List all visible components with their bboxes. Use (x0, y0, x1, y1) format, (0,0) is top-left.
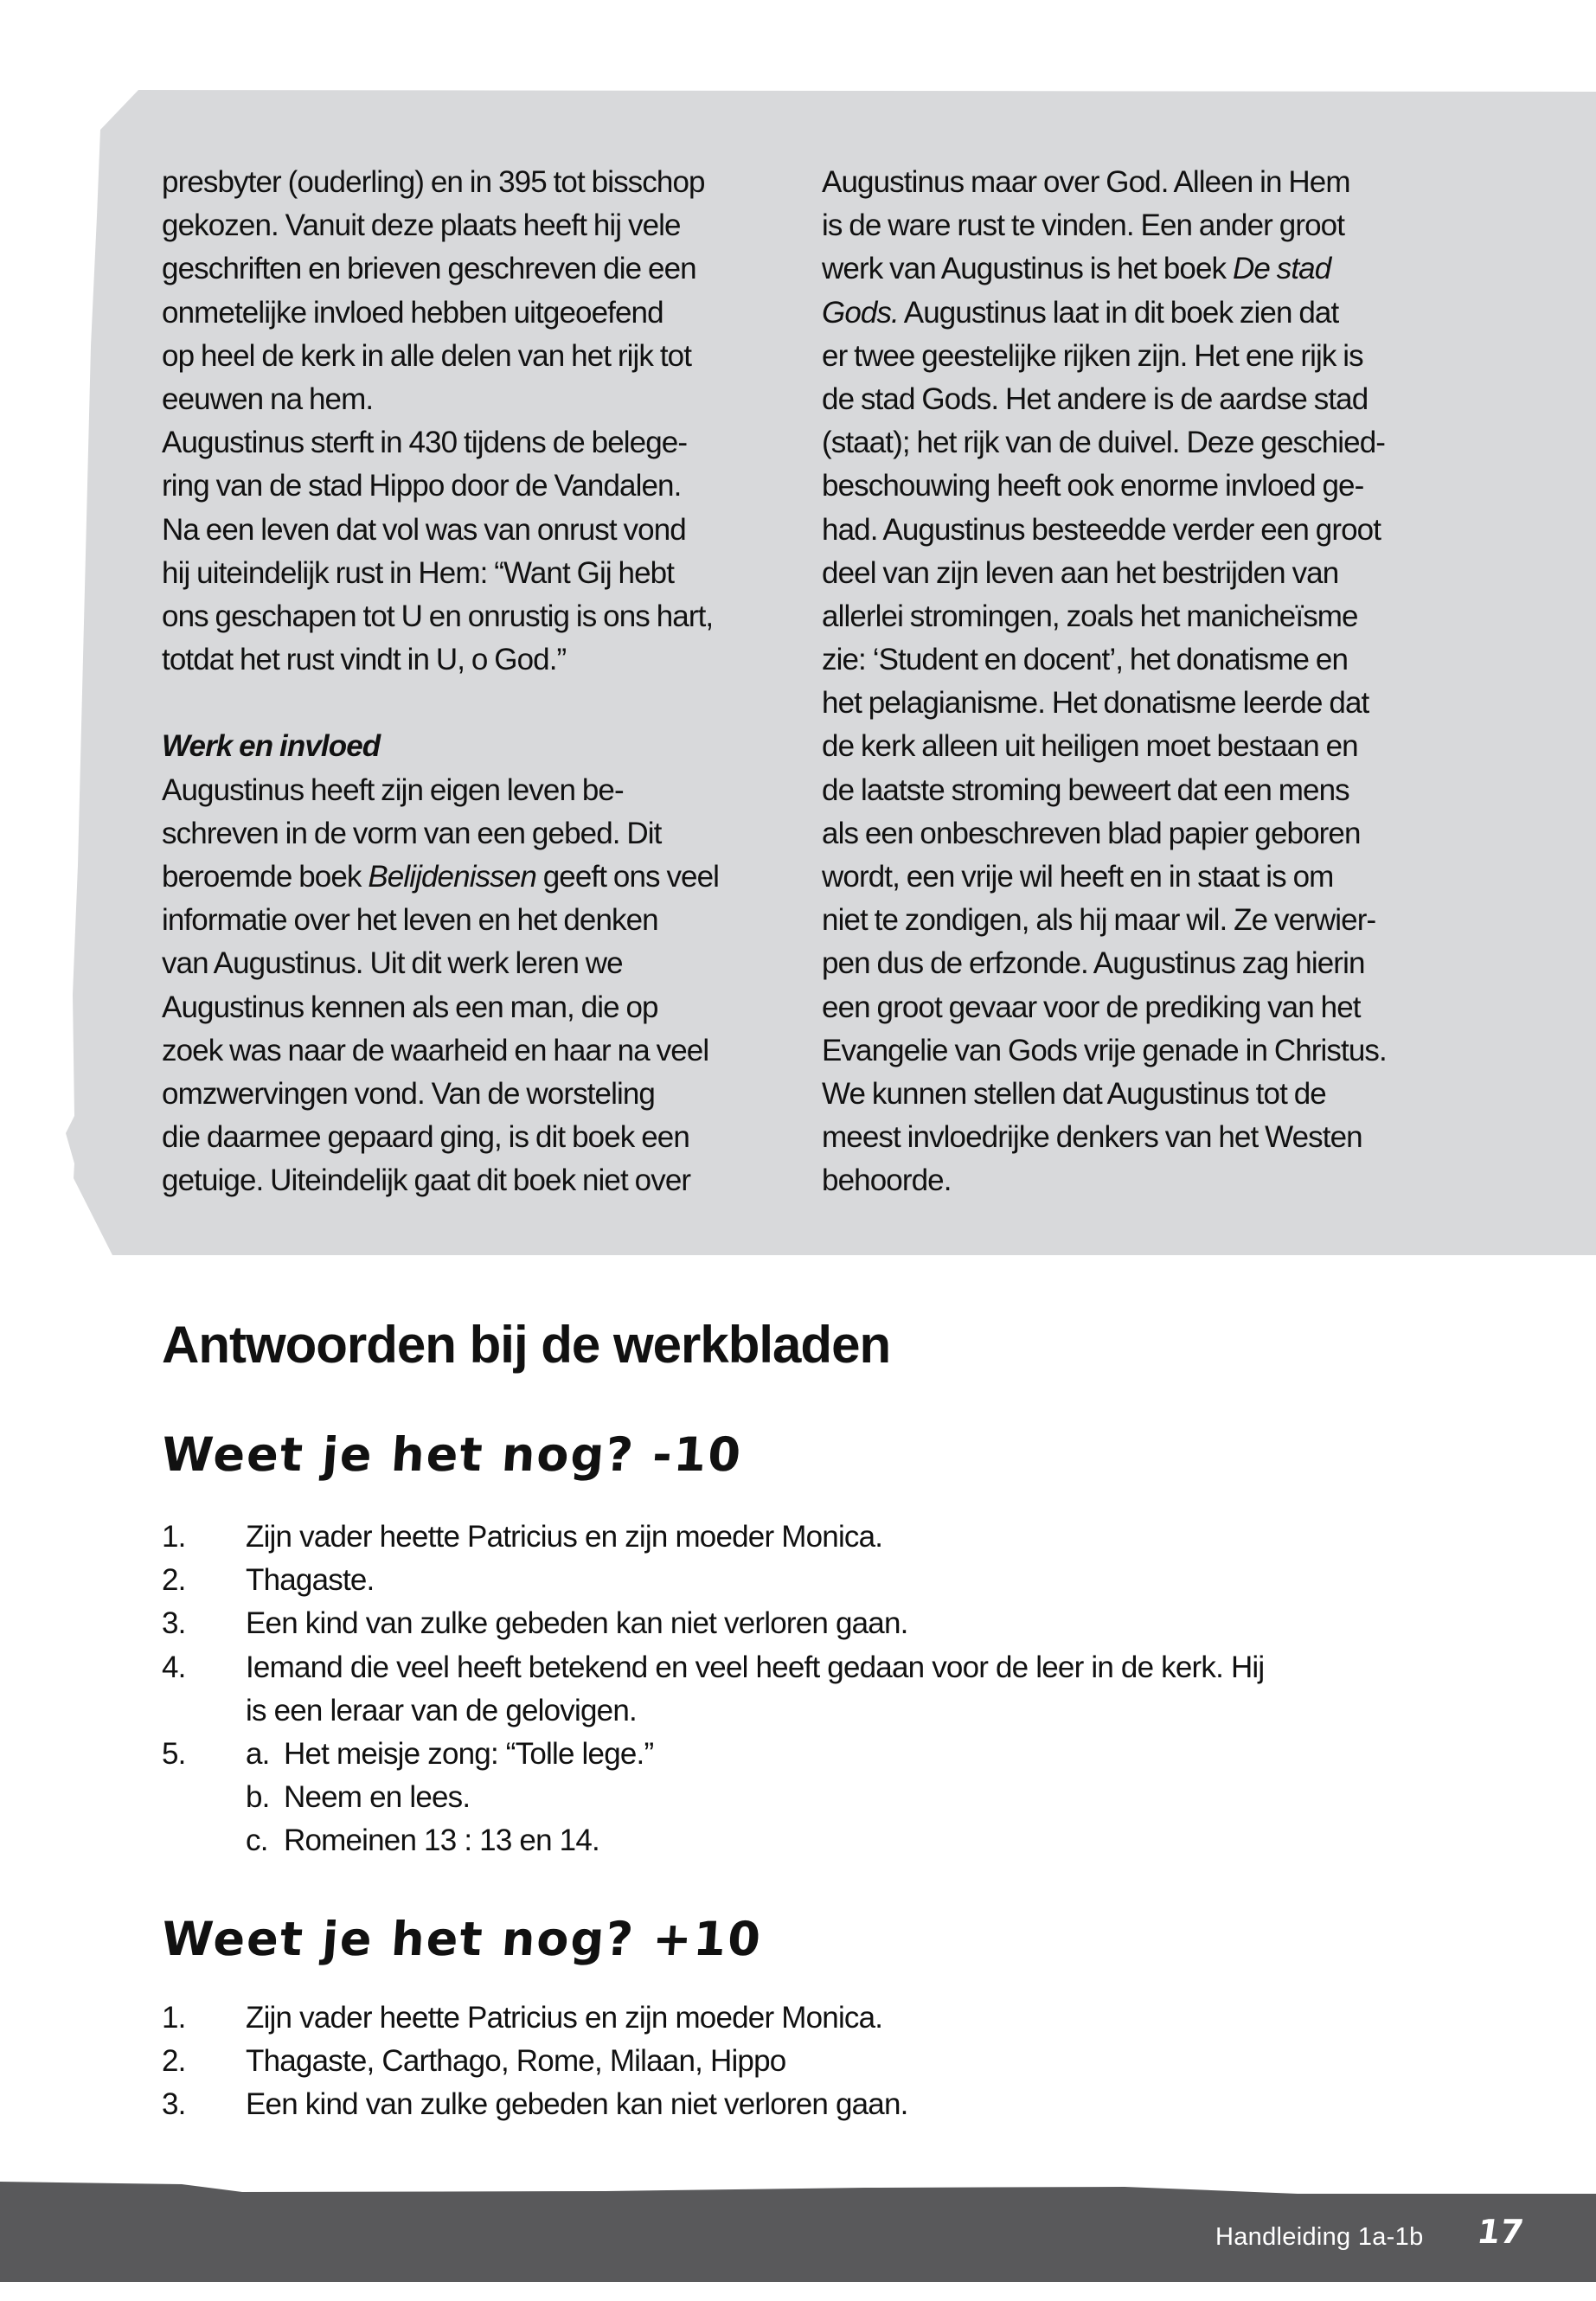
right-column-line (822, 1029, 1445, 1073)
text-segment: beschouwing heeft ook enorme invloed ge- (822, 469, 1364, 503)
left-column-line (162, 769, 785, 812)
text-segment: zie: ‘Student en docent’, het donatisme en (822, 643, 1349, 677)
answer-item (162, 1602, 1442, 1645)
answer-number: 2. (162, 2044, 186, 2079)
right-column-line (822, 247, 1445, 291)
left-text-column (162, 161, 785, 1203)
answer-text: Een kind van zulke gebeden kan niet verloren gaan. (246, 2087, 908, 2122)
answer-item (162, 1559, 1442, 1602)
answers-list-minus10 (162, 1516, 1442, 1863)
text-segment: totdat het rust vindt in U, o God.” (162, 643, 567, 677)
answer-number: 1. (162, 2001, 186, 2035)
answers-title: Antwoorden bij de werkbladen (162, 1316, 891, 1374)
text-segment: omzwervingen vond. Van de worsteling (162, 1076, 655, 1111)
book-title: Belijdenissen (368, 860, 536, 894)
text-segment: Augustinus heeft zijn eigen leven be- (162, 772, 624, 807)
text-segment: op heel de kerk in alle delen van het rijk tot (162, 338, 692, 373)
left-column-line (162, 552, 785, 595)
left-column-line (162, 899, 785, 942)
sub-answer-text: Neem en lees. (284, 1780, 471, 1815)
right-column-line (822, 1116, 1445, 1159)
left-column-line (162, 1073, 785, 1116)
text-segment: het pelagianisme. Het donatisme leerde dat (822, 686, 1369, 721)
section-heading-plus10: Weet je het nog? +10 (159, 1912, 765, 1966)
left-column-line (162, 1159, 785, 1202)
text-segment: behoorde. (822, 1163, 952, 1198)
text-segment: Augustinus laat in dit boek zien dat (898, 295, 1339, 330)
answer-number: 3. (162, 1606, 186, 1641)
text-segment: ons geschapen tot U en onrustig is ons hart, (162, 599, 714, 633)
text-segment: zoek was naar de waarheid en haar na veel (162, 1033, 709, 1067)
left-column-line (162, 292, 785, 335)
text-segment: de stad Gods. Het andere is de aardse stad (822, 381, 1368, 416)
left-column-line (162, 812, 785, 856)
text-segment: werk van Augustinus is het boek (822, 252, 1233, 286)
right-column-line (822, 378, 1445, 421)
text-segment: gekozen. Vanuit deze plaats heeft hij vele (162, 208, 681, 243)
text-segment: hij uiteindelijk rust in Hem: “Want Gij hebt (162, 555, 675, 590)
text-segment: beroemde boek (162, 860, 369, 894)
subheading-werk-en-invloed: Werk en invloed (162, 729, 381, 764)
text-segment: allerlei stromingen, zoals het manicheïsme (822, 599, 1358, 633)
text-segment: ring van de stad Hippo door de Vandalen. (162, 469, 682, 503)
answer-number: 4. (162, 1650, 186, 1684)
left-column-line (162, 1116, 785, 1159)
sub-answer (246, 1776, 1442, 1819)
left-column-line (162, 421, 785, 465)
right-column-line (822, 421, 1445, 465)
book-title: Gods. (822, 295, 899, 330)
right-column-line (822, 509, 1445, 552)
text-segment: Evangelie van Gods vrije genade in Christus. (822, 1033, 1387, 1067)
right-column-line (822, 1159, 1445, 1202)
left-column-line (162, 335, 785, 378)
left-column-line (162, 595, 785, 638)
left-column-line (162, 161, 785, 204)
sub-answer-text: Het meisje zong: “Tolle lege.” (284, 1737, 654, 1772)
text-segment: pen dus de erfzonde. Augustinus zag hierin (822, 946, 1365, 981)
right-column-line (822, 769, 1445, 812)
right-column-line (822, 812, 1445, 856)
left-column-line (162, 638, 785, 682)
right-column-line (822, 204, 1445, 247)
text-segment: geschriften en brieven geschreven die een (162, 252, 696, 286)
answer-number: 5. (162, 1737, 186, 1772)
answer-number: 2. (162, 1563, 186, 1598)
right-column-line (822, 942, 1445, 985)
footer-publication-label: Handleiding 1a-1b (1215, 2223, 1424, 2251)
left-column-line (162, 986, 785, 1029)
text-segment: eeuwen na hem. (162, 381, 374, 416)
answer-item (162, 2083, 1442, 2126)
page-number: 17 (1474, 2213, 1526, 2251)
text-segment: (staat); het rijk van de duivel. Deze geschied- (822, 426, 1386, 460)
answer-text: Thagaste. (246, 1563, 375, 1598)
left-column-line (162, 942, 785, 985)
answer-number: 3. (162, 2087, 186, 2122)
answer-item (162, 1997, 1442, 2040)
paragraph-spacer (162, 682, 785, 725)
right-column-line (822, 899, 1445, 942)
left-column-line (162, 378, 785, 421)
sub-answer-label: b. (246, 1780, 270, 1815)
section-heading-minus10: Weet je het nog? -10 (159, 1427, 745, 1482)
right-column-line (822, 725, 1445, 768)
sub-answer-text: Romeinen 13 : 13 en 14. (284, 1823, 599, 1858)
text-segment: die daarmee gepaard ging, is dit boek een (162, 1120, 689, 1155)
answer-number: 1. (162, 1520, 186, 1554)
right-column-line (822, 1073, 1445, 1116)
text-segment: van Augustinus. Uit dit werk leren we (162, 946, 623, 981)
answer-item (162, 2040, 1442, 2083)
text-segment: onmetelijke invloed hebben uitgeoefend (162, 295, 663, 330)
text-segment: getuige. Uiteindelijk gaat dit boek niet over (162, 1163, 691, 1198)
text-segment: Augustinus maar over God. Alleen in Hem (822, 165, 1350, 199)
right-column-line (822, 552, 1445, 595)
text-segment: als een onbeschreven blad papier geboren (822, 816, 1361, 850)
text-segment: presbyter (ouderling) en in 395 tot bisschop (162, 165, 705, 199)
left-column-line (162, 725, 785, 768)
text-segment: Augustinus sterft in 430 tijdens de belege- (162, 426, 688, 460)
text-segment: de laatste stroming beweert dat een mens (822, 772, 1349, 807)
left-column-line (162, 204, 785, 247)
text-segment: schreven in de vorm van een gebed. Dit (162, 816, 662, 850)
answers-list-plus10 (162, 1997, 1442, 2127)
book-title: De stad (1232, 252, 1331, 286)
right-text-column (822, 161, 1445, 1203)
left-column-line (162, 509, 785, 552)
right-column-line (822, 638, 1445, 682)
right-column-line (822, 161, 1445, 204)
text-segment: informatie over het leven en het denken (162, 903, 658, 938)
left-column-line (162, 247, 785, 291)
right-column-line (822, 986, 1445, 1029)
right-column-line (822, 595, 1445, 638)
right-column-line (822, 292, 1445, 335)
left-column-line (162, 856, 785, 899)
text-segment: had. Augustinus besteedde verder een groot (822, 512, 1381, 547)
text-segment: geeft ons veel (535, 860, 720, 894)
right-column-line (822, 335, 1445, 378)
right-column-line (822, 465, 1445, 508)
answer-text: is een leraar van de gelovigen. (246, 1693, 637, 1727)
text-segment: deel van zijn leven aan het bestrijden van (822, 555, 1339, 590)
text-segment: een groot gevaar voor de prediking van het (822, 990, 1361, 1024)
answer-item (162, 1646, 1442, 1733)
text-segment: is de ware rust te vinden. Een ander groot (822, 208, 1345, 243)
left-column-line (162, 465, 785, 508)
text-segment: niet te zondigen, als hij maar wil. Ze verwier- (822, 903, 1376, 938)
text-segment: Na een leven dat vol was van onrust vond (162, 512, 686, 547)
answer-text: Iemand die veel heeft betekend en veel heeft gedaan voor de leer in de kerk. Hij (246, 1650, 1265, 1684)
left-column-line (162, 1029, 785, 1073)
answer-text: Thagaste, Carthago, Rome, Milaan, Hippo (246, 2044, 786, 2079)
answer-item (162, 1516, 1442, 1559)
text-segment: wordt, een vrije wil heeft en in staat is om (822, 860, 1334, 894)
right-column-line (822, 856, 1445, 899)
sub-answer (246, 1819, 1442, 1862)
text-segment: de kerk alleen uit heiligen moet bestaan en (822, 729, 1358, 764)
right-column-line (822, 682, 1445, 725)
answer-text: Zijn vader heette Patricius en zijn moeder Monica. (246, 2001, 883, 2035)
sub-answer (246, 1733, 1442, 1776)
text-segment: Augustinus kennen als een man, die op (162, 990, 658, 1024)
answer-text: Zijn vader heette Patricius en zijn moeder Monica. (246, 1520, 883, 1554)
answer-text: Een kind van zulke gebeden kan niet verloren gaan. (246, 1606, 908, 1641)
text-segment: meest invloedrijke denkers van het Westen (822, 1120, 1362, 1155)
sub-answer-label: a. (246, 1737, 270, 1772)
sub-answer-label: c. (246, 1823, 268, 1858)
answer-item (162, 1733, 1442, 1863)
text-segment: We kunnen stellen dat Augustinus tot de (822, 1076, 1326, 1111)
text-segment: er twee geestelijke rijken zijn. Het ene rijk is (822, 338, 1363, 373)
